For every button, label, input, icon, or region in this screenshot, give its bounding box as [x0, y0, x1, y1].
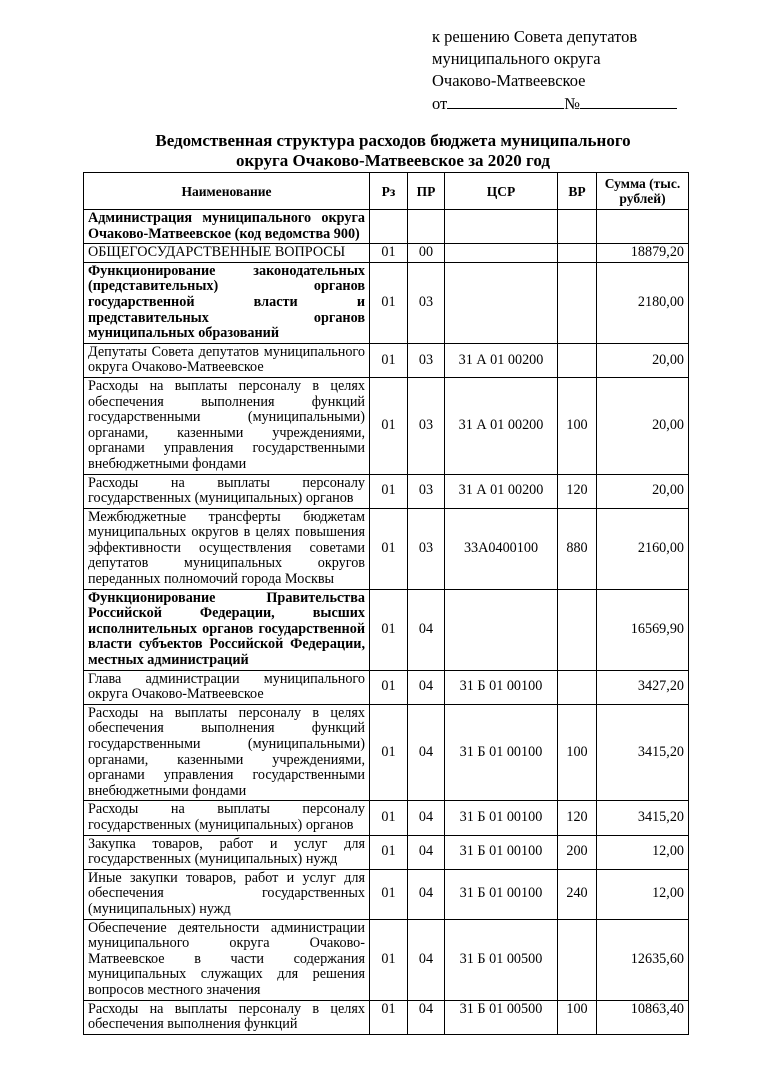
cell-pr: 04	[408, 919, 445, 1000]
cell-sum: 12,00	[597, 869, 689, 919]
cell-vr: 100	[558, 1000, 597, 1034]
cell-rz: 01	[370, 508, 408, 589]
cell-csr: 31 Б 01 00100	[445, 869, 558, 919]
table-row	[84, 377, 689, 474]
cell-csr: 31 А 01 00200	[445, 343, 558, 377]
cell-name: Функционирование Правительства Российской Федерации, высших исполнительных органов государственной власти субъектов Российской Федерации, местных администраций	[84, 589, 370, 670]
cell-pr: 03	[408, 262, 445, 343]
cell-vr: 240	[558, 869, 597, 919]
table-row	[84, 262, 689, 343]
cell-name: Глава администрации муниципального округа Очаково-Матвеевское	[84, 670, 370, 704]
cell-name: ОБЩЕГОСУДАРСТВЕННЫЕ ВОПРОСЫ	[84, 244, 370, 263]
header-pr: ПР	[408, 173, 445, 210]
cell-vr	[558, 210, 597, 244]
cell-rz: 01	[370, 343, 408, 377]
document-title	[60, 131, 726, 171]
number-blank	[580, 92, 677, 109]
cell-sum: 12,00	[597, 835, 689, 869]
cell-pr: 03	[408, 343, 445, 377]
document-title-line-2: округа Очаково-Матвеевское за 2020 год	[236, 151, 550, 170]
cell-vr: 880	[558, 508, 597, 589]
cell-vr	[558, 343, 597, 377]
table-row	[84, 244, 689, 263]
cell-rz: 01	[370, 801, 408, 835]
cell-rz: 01	[370, 919, 408, 1000]
cell-vr	[558, 244, 597, 263]
cell-csr: 31 Б 01 00100	[445, 801, 558, 835]
header-sum: Сумма (тыс. рублей)	[597, 173, 689, 210]
cell-rz: 01	[370, 244, 408, 263]
cell-name: Администрация муниципального округа Очаково-Матвеевское (код ведомства 900)	[84, 210, 370, 244]
header-vr: ВР	[558, 173, 597, 210]
cell-rz: 01	[370, 835, 408, 869]
table-row	[84, 474, 689, 508]
cell-csr: 31 А 01 00200	[445, 377, 558, 474]
cell-sum: 10863,40	[597, 1000, 689, 1034]
cell-vr	[558, 670, 597, 704]
cell-name: Межбюджетные трансферты бюджетам муниципальных округов в целях повышения эффективности осуществления советами депутатов муниципальных округов переданных полномочий города Москвы	[84, 508, 370, 589]
cell-csr	[445, 210, 558, 244]
cell-name: Функционирование законодательных (представительных) органов государственной власти и представительных органов муниципальных образований	[84, 262, 370, 343]
cell-csr: 31 Б 01 00100	[445, 835, 558, 869]
cell-csr	[445, 262, 558, 343]
cell-rz	[370, 210, 408, 244]
cell-sum: 20,00	[597, 474, 689, 508]
cell-name: Обеспечение деятельности администрации муниципального округа Очаково-Матвеевское в части содержания муниципальных служащих для решения вопросов местного значения	[84, 919, 370, 1000]
cell-pr: 04	[408, 670, 445, 704]
decision-header	[432, 26, 732, 115]
cell-sum: 2180,00	[597, 262, 689, 343]
cell-rz: 01	[370, 474, 408, 508]
cell-sum: 20,00	[597, 377, 689, 474]
cell-pr: 03	[408, 474, 445, 508]
date-blank	[447, 92, 564, 109]
table-row	[84, 704, 689, 801]
header-csr: ЦСР	[445, 173, 558, 210]
cell-name: Закупка товаров, работ и услуг для государственных (муниципальных) нужд	[84, 835, 370, 869]
cell-sum: 3415,20	[597, 704, 689, 801]
table-row	[84, 343, 689, 377]
cell-sum: 3415,20	[597, 801, 689, 835]
header-rz: Рз	[370, 173, 408, 210]
cell-pr: 04	[408, 801, 445, 835]
cell-name: Расходы на выплаты персоналу государственных (муниципальных) органов	[84, 801, 370, 835]
number-label: №	[564, 94, 580, 113]
cell-rz: 01	[370, 377, 408, 474]
cell-sum	[597, 210, 689, 244]
cell-name: Расходы на выплаты персоналу государственных (муниципальных) органов	[84, 474, 370, 508]
document-title-line-1: Ведомственная структура расходов бюджета муниципального	[155, 131, 631, 150]
cell-sum: 16569,90	[597, 589, 689, 670]
header-line-1: к решению Совета депутатов	[432, 27, 638, 46]
cell-rz: 01	[370, 589, 408, 670]
cell-name: Расходы на выплаты персоналу в целях обеспечения выполнения функций государственными (муниципальными) органами, казенными учреждениями, органами управления государственными внебюджетными фондами	[84, 704, 370, 801]
table-row	[84, 210, 689, 244]
header-line-3: Очаково-Матвеевское	[432, 71, 586, 90]
table-row	[84, 869, 689, 919]
cell-csr: 33А0400100	[445, 508, 558, 589]
header-name: Наименование	[84, 173, 370, 210]
cell-vr: 120	[558, 801, 597, 835]
cell-csr: 31 Б 01 00100	[445, 670, 558, 704]
cell-vr: 100	[558, 377, 597, 474]
cell-csr: 31 Б 01 00500	[445, 919, 558, 1000]
cell-csr: 31 Б 01 00100	[445, 704, 558, 801]
cell-rz: 01	[370, 704, 408, 801]
budget-structure-table	[83, 172, 689, 1035]
cell-rz: 01	[370, 670, 408, 704]
cell-vr	[558, 589, 597, 670]
cell-pr: 04	[408, 835, 445, 869]
cell-pr: 04	[408, 704, 445, 801]
table-row	[84, 589, 689, 670]
cell-csr	[445, 244, 558, 263]
cell-name: Депутаты Совета депутатов муниципального округа Очаково-Матвеевское	[84, 343, 370, 377]
cell-pr: 00	[408, 244, 445, 263]
cell-pr: 03	[408, 377, 445, 474]
table-row	[84, 1000, 689, 1034]
cell-sum: 3427,20	[597, 670, 689, 704]
cell-name: Иные закупки товаров, работ и услуг для обеспечения государственных (муниципальных) нужд	[84, 869, 370, 919]
cell-rz: 01	[370, 1000, 408, 1034]
cell-sum: 18879,20	[597, 244, 689, 263]
header-date-number-line	[432, 92, 732, 115]
cell-pr: 03	[408, 508, 445, 589]
cell-sum: 12635,60	[597, 919, 689, 1000]
from-label: от	[432, 94, 448, 113]
cell-name: Расходы на выплаты персоналу в целях обеспечения выполнения функций государственными (муниципальными) органами, казенными учреждениями, органами управления государственными внебюджетными фондами	[84, 377, 370, 474]
cell-vr: 200	[558, 835, 597, 869]
cell-rz: 01	[370, 262, 408, 343]
cell-csr	[445, 589, 558, 670]
table-header-row	[84, 173, 689, 210]
cell-rz: 01	[370, 869, 408, 919]
header-line-2: муниципального округа	[432, 49, 601, 68]
table-body	[84, 210, 689, 1035]
cell-pr	[408, 210, 445, 244]
cell-vr: 100	[558, 704, 597, 801]
cell-vr	[558, 262, 597, 343]
cell-csr: 31 А 01 00200	[445, 474, 558, 508]
cell-name: Расходы на выплаты персоналу в целях обеспечения выполнения функций	[84, 1000, 370, 1034]
cell-sum: 2160,00	[597, 508, 689, 589]
cell-csr: 31 Б 01 00500	[445, 1000, 558, 1034]
cell-pr: 04	[408, 1000, 445, 1034]
cell-vr	[558, 919, 597, 1000]
table-row	[84, 670, 689, 704]
table-row	[84, 835, 689, 869]
cell-sum: 20,00	[597, 343, 689, 377]
cell-pr: 04	[408, 869, 445, 919]
cell-pr: 04	[408, 589, 445, 670]
table-row	[84, 919, 689, 1000]
table-row	[84, 508, 689, 589]
cell-vr: 120	[558, 474, 597, 508]
table-row	[84, 801, 689, 835]
